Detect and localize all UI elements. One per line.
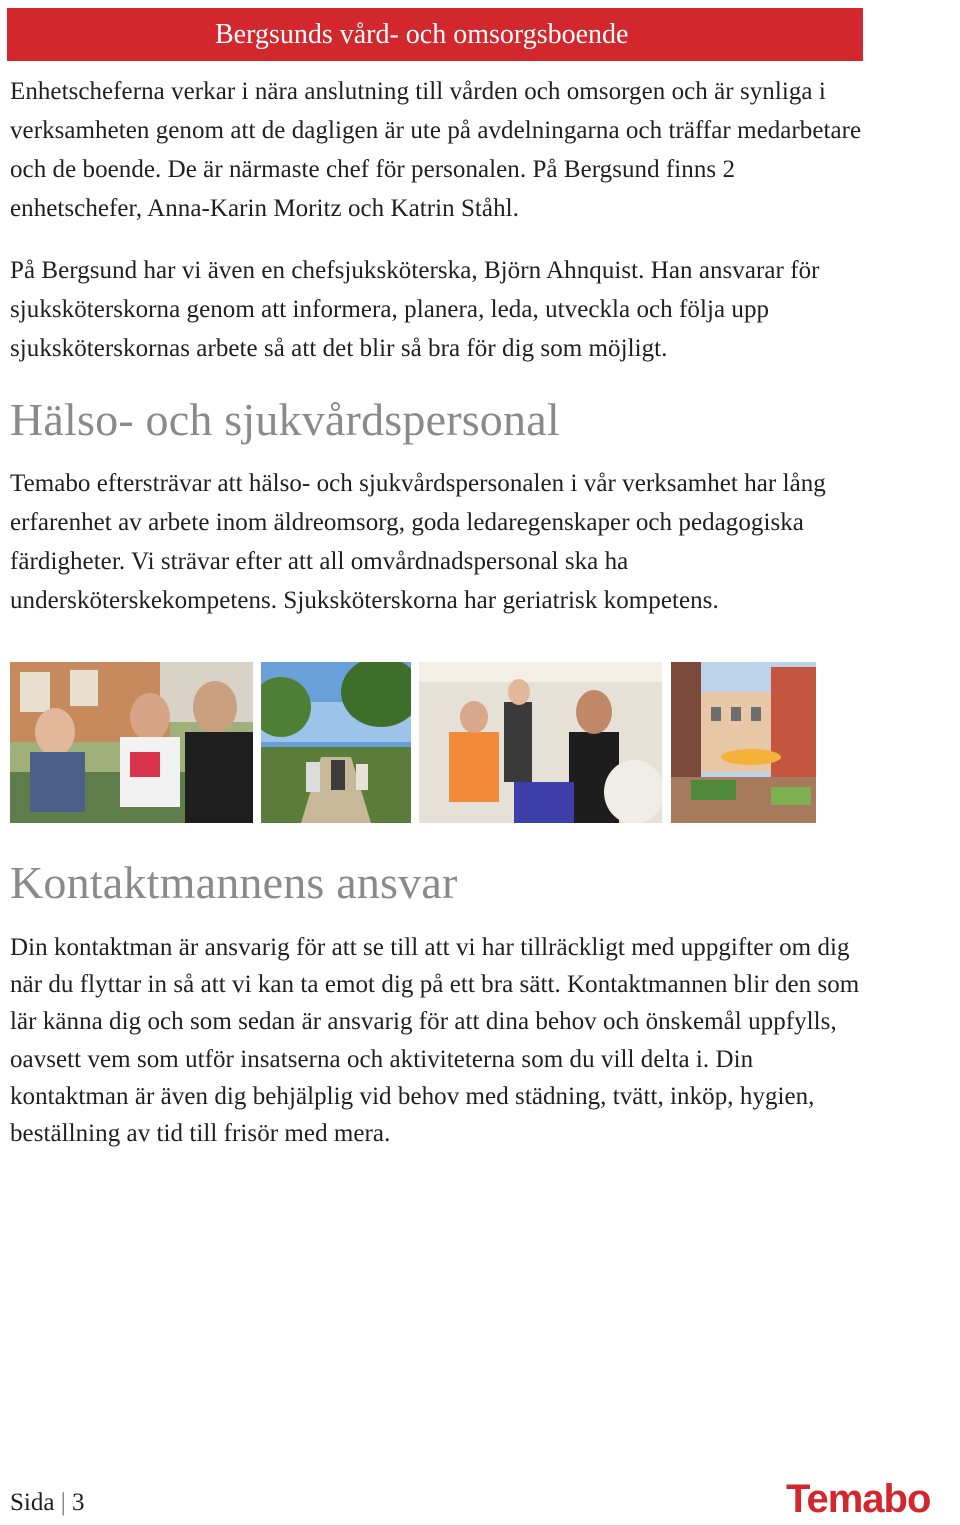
- photo-courtyard: [671, 662, 816, 823]
- paragraph-enhetschefer: Enhetscheferna verkar i nära anslutning till vården och omsorgen och är synliga i verksamheten genom att de dagligen är ute på avdelningarna och träffar medarbetare och de boende. De är närmaste chef för personalen. På Bergsund finns 2 enhetschefer, Anna-Karin Moritz och Katrin Ståhl.: [10, 78, 862, 222]
- photo-strip: [10, 662, 870, 822]
- photo-walk-path: [261, 662, 411, 823]
- header-bar: [7, 8, 863, 61]
- photo-dancing: [419, 662, 662, 823]
- heading-kontaktman: Kontaktmannens ansvar: [10, 857, 458, 908]
- heading-halso-sjukvard: Hälso- och sjukvårdspersonal: [10, 394, 560, 445]
- footer-page-label: Sida: [10, 1489, 55, 1516]
- temabo-logo: [786, 1476, 956, 1520]
- paragraph-chefsjukskoterska: På Bergsund har vi även en chefsjuksköterska, Björn Ahnquist. Han ansvarar för sjuksköterskorna genom att informera, planera, leda, utveckla och följa upp sjuksköterskornas arbete så att det blir så bra för dig som möjligt.: [10, 257, 820, 362]
- page-content: [10, 72, 870, 1152]
- temabo-logo-text: Temabo: [786, 1477, 931, 1520]
- footer-page-number: 3: [71, 1489, 85, 1516]
- footer-separator: |: [60, 1489, 66, 1516]
- paragraph-kontaktman: Din kontaktman är ansvarig för att se till att vi har tillräckligt med uppgifter om dig när du flyttar in så att vi kan ta emot dig på ett bra sätt. Kontaktmannen blir den som lär känna dig och som sedan är ansvarig för att dina behov och önskemål uppfylls, oavsett vem som utför insatserna och aktiviteterna som du vill delta i. Din kontaktman är även dig behjälplig vid behov med städning, tvätt, inköp, hygien, beställning av tid till frisör med mera.: [10, 934, 860, 1148]
- photo-residents-outdoors: [10, 662, 253, 823]
- page-footer: [10, 1487, 84, 1519]
- paragraph-halso-sjukvard: Temabo eftersträvar att hälso- och sjukvårdspersonalen i vår verksamhet har lång erfarenhet av arbete inom äldreomsorg, goda ledaregenskaper och pedagogiska färdigheter. Vi strävar efter att all omvårdnadspersonal ska ha undersköterskekompetens. Sjuksköterskorna har geriatrisk kompetens.: [10, 470, 826, 614]
- header-title: Bergsunds vård- och omsorgsboende: [215, 19, 629, 50]
